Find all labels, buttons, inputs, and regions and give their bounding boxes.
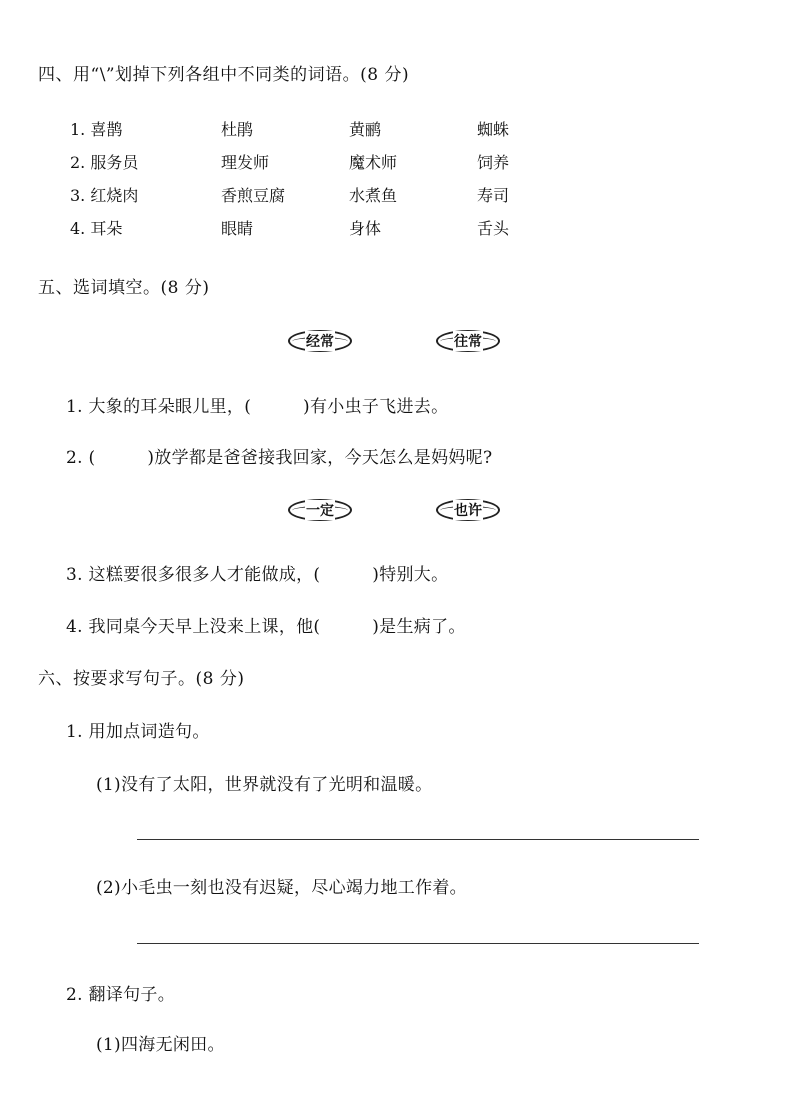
- word-2-2: 理发师: [221, 153, 270, 172]
- section-6-title: 六、按要求写句子。(8 分): [38, 669, 245, 689]
- word-1-4: 蜘蛛: [477, 120, 510, 139]
- word-1-1: 1. 喜鹊: [70, 120, 123, 139]
- word-plate-jingchang: [288, 330, 352, 352]
- plate-label: 也许: [453, 500, 483, 520]
- sentence-item-2: (2)小毛虫一刻也没有迟疑，尽心竭力地工作着。: [96, 878, 467, 898]
- plate-label: 往常: [453, 331, 483, 351]
- word-4-3: 身体: [349, 219, 382, 238]
- word-1-3: 黄鹂: [349, 120, 382, 139]
- word-plate-yexu: [436, 499, 500, 521]
- sentence-question-2: 2. 翻译句子。: [66, 985, 176, 1005]
- sentence-question-1: 1. 用加点词造句。: [66, 722, 210, 742]
- word-1-2: 杜鹃: [221, 120, 254, 139]
- word-3-3: 水煮鱼: [349, 186, 398, 205]
- word-3-1: 3. 红烧肉: [70, 186, 139, 205]
- section-5-title: 五、选词填空。(8 分): [38, 278, 210, 298]
- word-2-3: 魔术师: [349, 153, 398, 172]
- word-2-1: 2. 服务员: [70, 153, 139, 172]
- answer-line-1[interactable]: [137, 839, 699, 840]
- word-2-4: 饲养: [477, 153, 510, 172]
- word-4-4: 舌头: [477, 219, 510, 238]
- word-3-2: 香煎豆腐: [221, 186, 286, 205]
- fill-question-2: 2. ( )放学都是爸爸接我回家，今天怎么是妈妈呢?: [66, 448, 493, 468]
- fill-question-4: 4. 我同桌今天早上没来上课，他( )是生病了。: [66, 617, 466, 637]
- answer-line-2[interactable]: [137, 943, 699, 944]
- word-4-1: 4. 耳朵: [70, 219, 123, 238]
- fill-question-1: 1. 大象的耳朵眼儿里，( )有小虫子飞进去。: [66, 397, 449, 417]
- plate-label: 一定: [305, 500, 335, 520]
- word-4-2: 眼睛: [221, 219, 254, 238]
- sentence-item-1: (1)没有了太阳，世界就没有了光明和温暖。: [96, 775, 433, 795]
- section-4-title: 四、用“\”划掉下列各组中不同类的词语。(8 分): [38, 65, 410, 85]
- fill-question-3: 3. 这糕要很多很多人才能做成，( )特别大。: [66, 565, 449, 585]
- word-plate-wangchang: [436, 330, 500, 352]
- word-3-4: 寿司: [477, 186, 510, 205]
- plate-label: 经常: [305, 331, 335, 351]
- translate-item-1: (1)四海无闲田。: [96, 1035, 225, 1055]
- word-plate-yiding: [288, 499, 352, 521]
